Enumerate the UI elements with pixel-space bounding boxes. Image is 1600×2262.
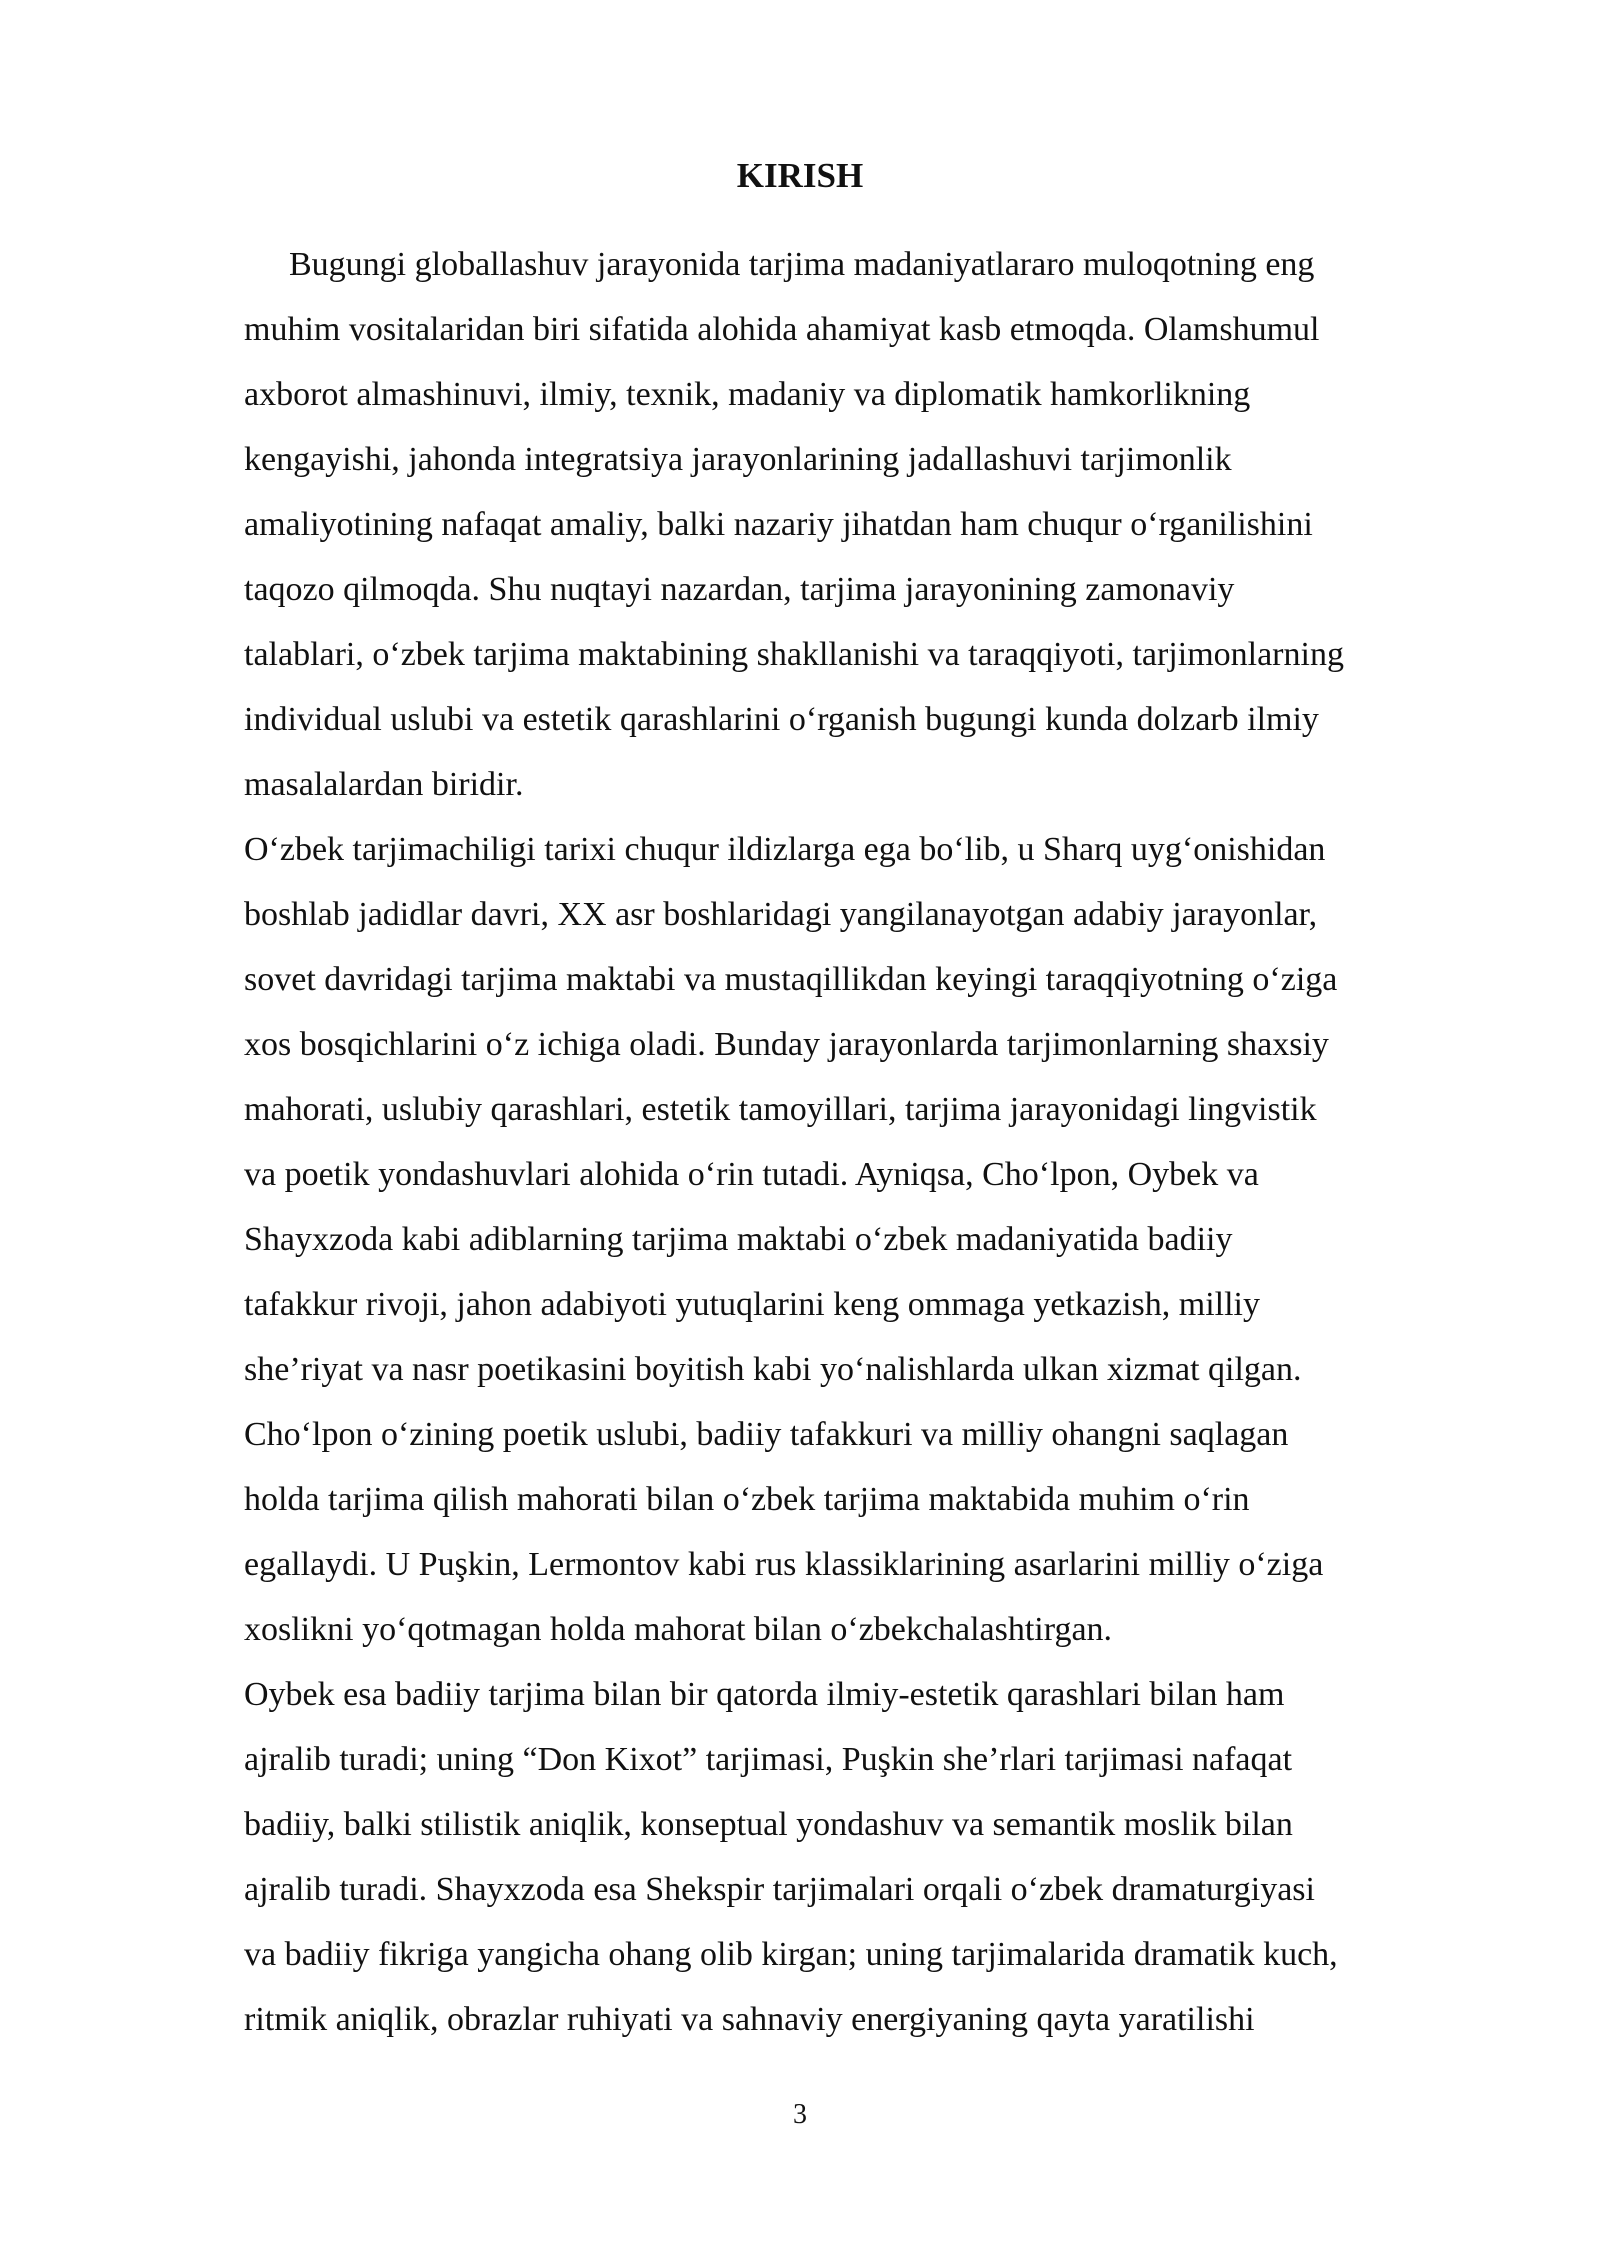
text-line: ajralib turadi; uning “Don Kixot” tarjimasi, Puşkin she’rlari tarjimasi nafaqat xyxy=(244,1741,1293,1778)
text-line: she’riyat va nasr poetikasini boyitish kabi yoʻnalishlarda ulkan xizmat qilgan. xyxy=(244,1351,1302,1388)
text-line: egallaydi. U Puşkin, Lermontov kabi rus klassiklarining asarlarini milliy oʻziga xyxy=(244,1546,1324,1583)
body-text xyxy=(244,232,1469,2052)
text-line: boshlab jadidlar davri, XX asr boshlaridagi yangilanayotgan adabiy jarayonlar, xyxy=(244,896,1318,933)
text-line: badiiy, balki stilistik aniqlik, konseptual yondashuv va semantik moslik bilan xyxy=(244,1806,1293,1843)
text-line: amaliyotining nafaqat amaliy, balki nazariy jihatdan ham chuqur oʻrganilishini xyxy=(244,506,1313,543)
text-line: xos bosqichlarini oʻz ichiga oladi. Bunday jarayonlarda tarjimonlarning shaxsiy xyxy=(244,1026,1329,1063)
page-number: 3 xyxy=(793,2099,807,2130)
text-line: Choʻlpon oʻzining poetik uslubi, badiiy tafakkuri va milliy ohangni saqlagan xyxy=(244,1416,1289,1453)
text-line: masalalardan biridir. xyxy=(244,766,524,803)
text-line: sovet davridagi tarjima maktabi va mustaqillikdan keyingi taraqqiyotning oʻziga xyxy=(244,961,1338,998)
text-line: kengayishi, jahonda integratsiya jarayonlarining jadallashuvi tarjimonlik xyxy=(244,441,1232,478)
text-line: ritmik aniqlik, obrazlar ruhiyati va sahnaviy energiyaning qayta yaratilishi xyxy=(244,2001,1255,2038)
text-line: Bugungi globallashuv jarayonida tarjima madaniyatlararo muloqotning eng xyxy=(289,246,1315,283)
text-line: Shayxzoda kabi adiblarning tarjima maktabi oʻzbek madaniyatida badiiy xyxy=(244,1221,1233,1258)
text-line: ajralib turadi. Shayxzoda esa Shekspir tarjimalari orqali oʻzbek dramaturgiyasi xyxy=(244,1871,1315,1908)
text-line: va badiiy fikriga yangicha ohang olib kirgan; uning tarjimalarida dramatik kuch, xyxy=(244,1936,1338,1973)
text-line: Oybek esa badiiy tarjima bilan bir qatorda ilmiy-estetik qarashlari bilan ham xyxy=(244,1676,1285,1713)
text-line: mahorati, uslubiy qarashlari, estetik tamoyillari, tarjima jarayonidagi lingvistik xyxy=(244,1091,1317,1128)
page-title: KIRISH xyxy=(736,156,864,195)
text-line: tafakkur rivoji, jahon adabiyoti yutuqlarini keng ommaga yetkazish, milliy xyxy=(244,1286,1260,1323)
text-line: individual uslubi va estetik qarashlarini oʻrganish bugungi kunda dolzarb ilmiy xyxy=(244,701,1319,738)
text-line: axborot almashinuvi, ilmiy, texnik, madaniy va diplomatik hamkorlikning xyxy=(244,376,1251,413)
text-line: xoslikni yoʻqotmagan holda mahorat bilan oʻzbekchalashtirgan. xyxy=(244,1611,1113,1648)
text-line: holda tarjima qilish mahorati bilan oʻzbek tarjima maktabida muhim oʻrin xyxy=(244,1481,1250,1518)
text-line: taqozo qilmoqda. Shu nuqtayi nazardan, tarjima jarayonining zamonaviy xyxy=(244,571,1235,608)
text-line: va poetik yondashuvlari alohida oʻrin tutadi. Ayniqsa, Choʻlpon, Oybek va xyxy=(244,1156,1259,1193)
text-line: Oʻzbek tarjimachiligi tarixi chuqur ildizlarga ega boʻlib, u Sharq uygʻonishidan xyxy=(244,831,1326,868)
text-line: talablari, oʻzbek tarjima maktabining shakllanishi va taraqqiyoti, tarjimonlarning xyxy=(244,636,1344,673)
text-line: muhim vositalaridan biri sifatida alohida ahamiyat kasb etmoqda. Olamshumul xyxy=(244,311,1320,348)
